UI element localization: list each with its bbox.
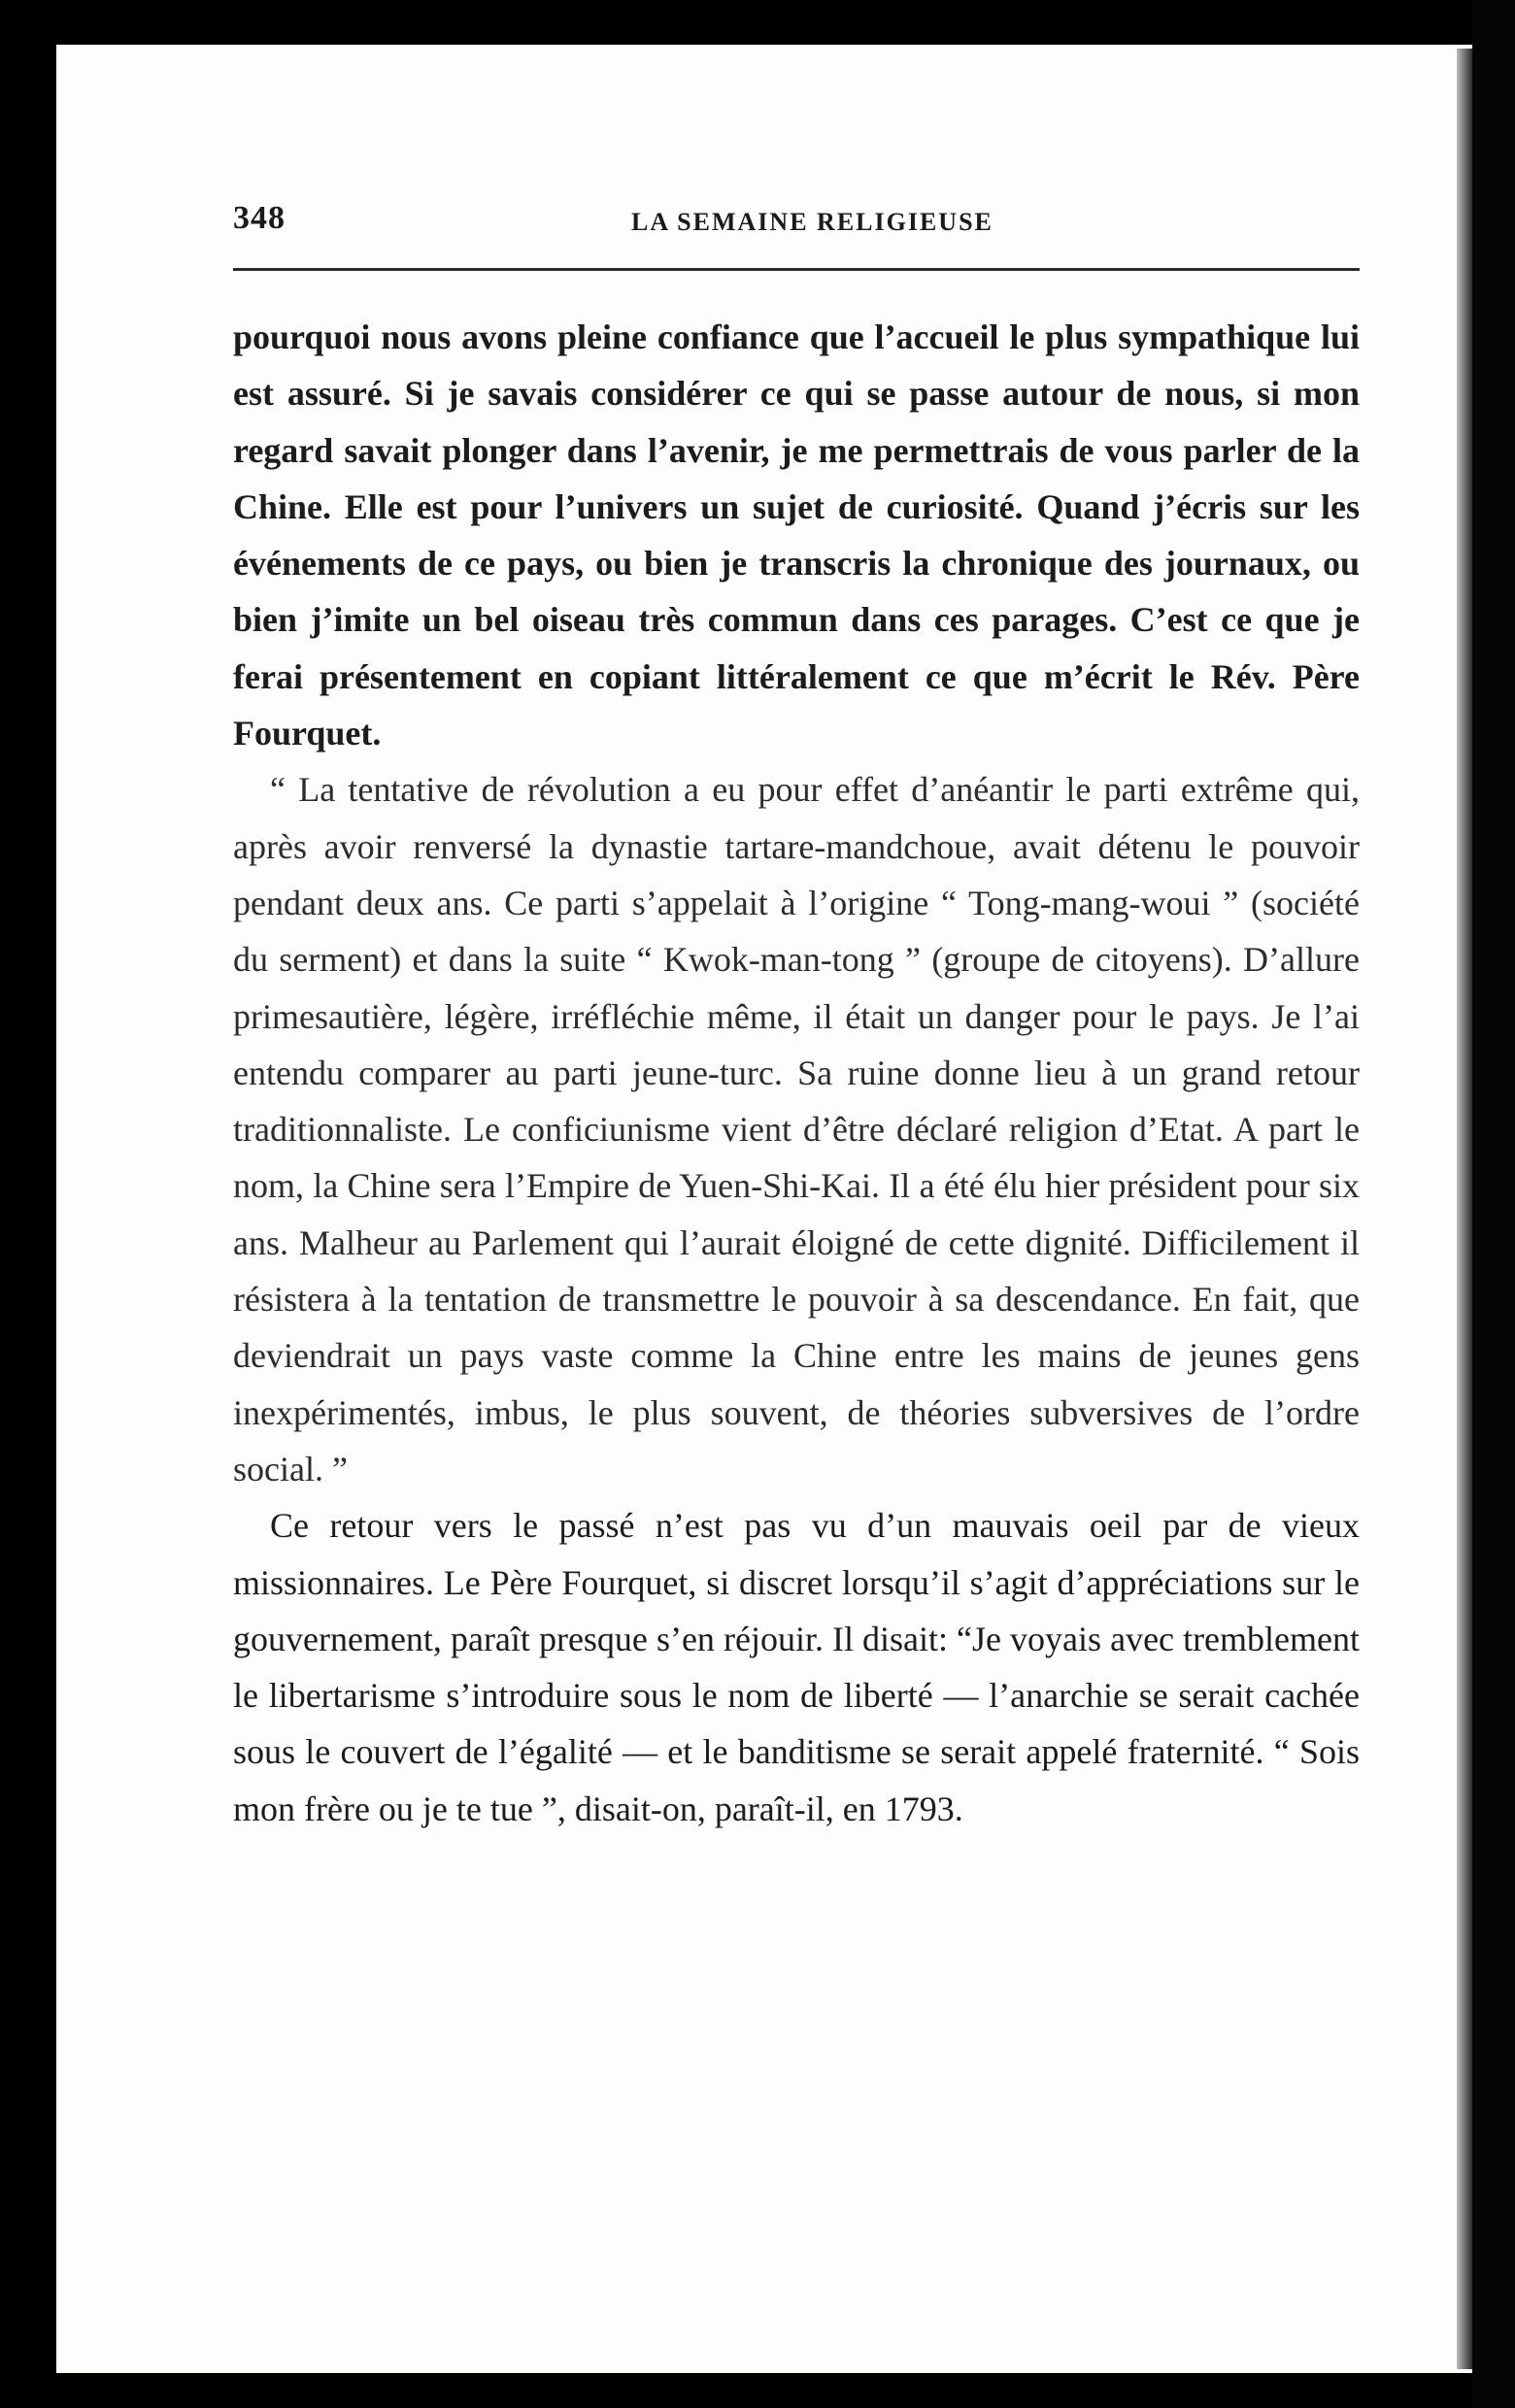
- paragraph-2-quote: “ La tentative de révolution a eu pour effet d’anéantir le parti extrême qui, après avoir renversé la dynastie tartare-mandchoue, avait détenu le pouvoir pendant deux ans. Ce parti s’appelait à l’origine “ Tong-mang-woui ” (société du serment) et dans la suite “ Kwok-man-tong ” (groupe de citoyens). D’allure primesautière, légère, irréfléchie même, il était un danger pour le pays. Je l’ai entendu comparer au parti jeune-turc. Sa ruine donne lieu à un grand retour traditionnaliste. Le conficiunisme vient d’être déclaré religion d’Etat. A part le nom, la Chine sera l’Empire de Yuen-Shi-Kai. Il a été élu hier président pour six ans. Malheur au Parlement qui l’aurait éloigné de cette dignité. Difficilement il résistera à la tentation de transmettre le pouvoir à sa descendance. En fait, que deviendrait un pays vaste comme la Chine entre les mains de jeunes gens inexpérimentés, imbus, le plus souvent, de théories subversives de l’ordre social. ”: [233, 770, 1360, 1488]
- page-number: 348: [233, 200, 286, 236]
- body-text: [233, 309, 1360, 1837]
- paragraph-1: pourquoi nous avons pleine confiance que l’accueil le plus sympathique lui est assuré. Si je savais considérer ce qui se passe autour de nous, si mon regard savait plonger dans l’avenir, je me permettrais de vous parler de la Chine. Elle est pour l’univers un sujet de curiosité. Quand j’écris sur les événements de ce pays, ou bien je transcris la chronique des journaux, ou bien j’imite un bel oiseau très commun dans ces parages. C’est ce que je ferai présentement en copiant littéralement ce que m’écrit le Rév. Père Fourquet.: [233, 318, 1360, 753]
- header-rule: [233, 268, 1360, 271]
- running-title: LA SEMAINE RELIGIEUSE: [631, 208, 993, 236]
- scan-border: [1472, 0, 1515, 2408]
- page-header: [233, 200, 1360, 249]
- paragraph-3: Ce retour vers le passé n’est pas vu d’un mauvais oeil par de vieux missionnaires. Le Père Fourquet, si discret lorsqu’il s’agit d’appréciations sur le gouvernement, paraît presque s’en réjouir. Il disait: “Je voyais avec tremblement le libertarisme s’introduire sous le nom de liberté — l’anarchie se serait cachée sous le couvert de l’égalité — et le banditisme se serait appelé fraternité. “ Sois mon frère ou je te tue ”, disait-on, paraît-il, en 1793.: [233, 1506, 1360, 1828]
